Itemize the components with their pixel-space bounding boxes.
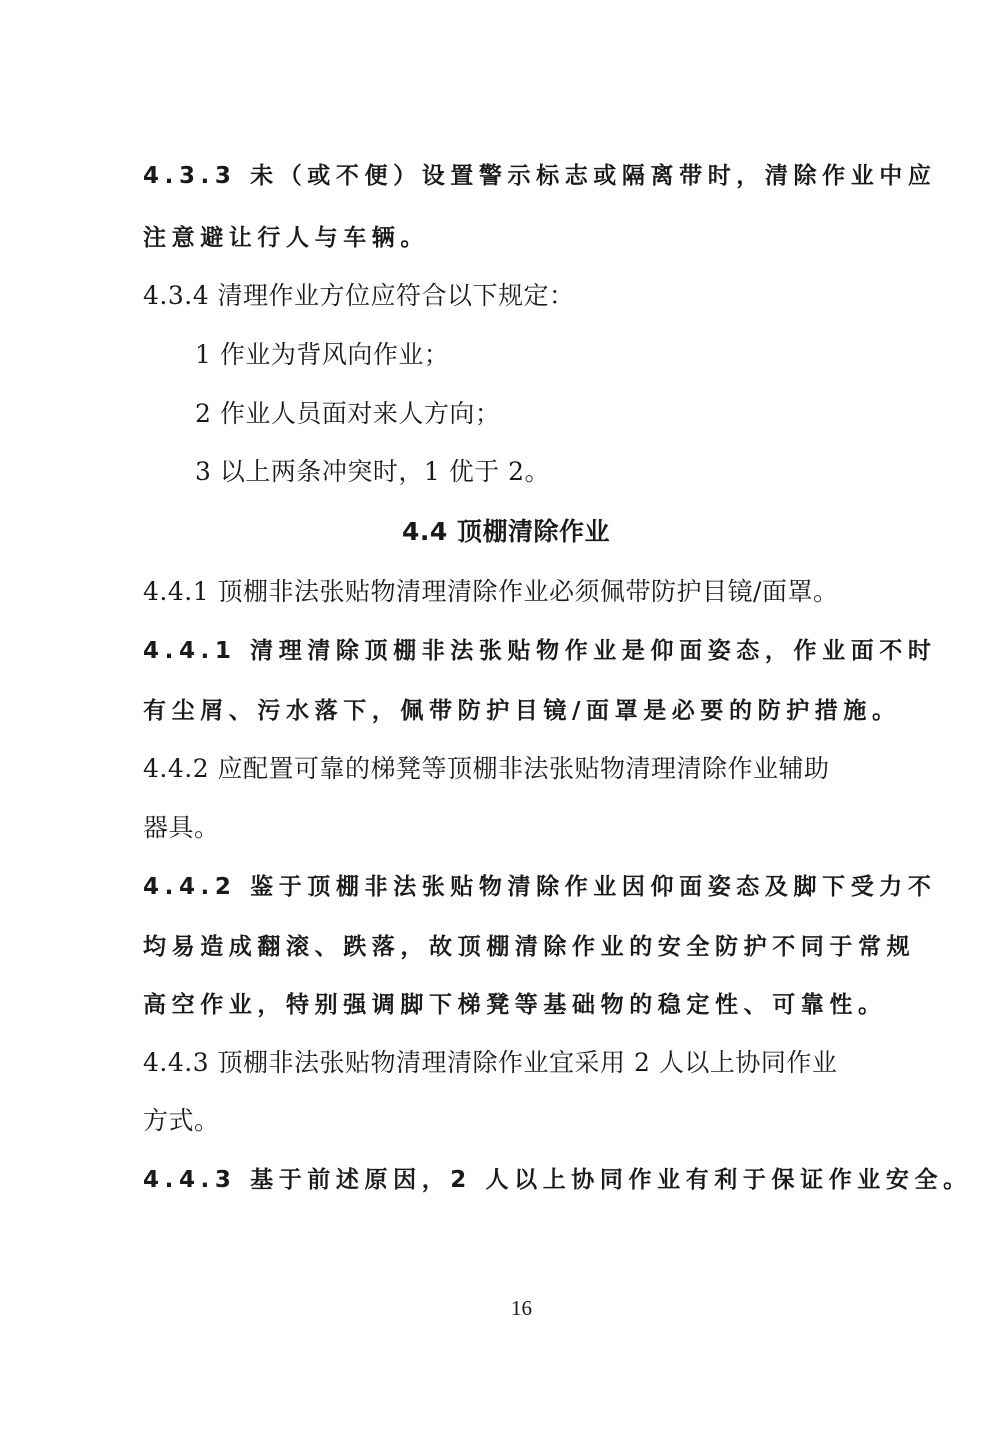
note-4-4-3: 4.4.3 基于前述原因，2 人以上协同作业有利于保证作业安全。: [143, 1167, 972, 1193]
note-4-3-3-line-2: 注意避让行人与车辆。: [143, 225, 429, 251]
note-4-4-2-line-3: 高空作业，特别强调脚下梯凳等基础物的稳定性、可靠性。: [143, 992, 887, 1018]
clause-4-3-4-item-1: 1 作业为背风向作业；: [195, 340, 450, 369]
clause-4-3-4-item-3: 3 以上两条冲突时，1 优于 2。: [195, 457, 551, 486]
page-number: 16: [511, 1296, 532, 1320]
clause-4-4-3-line-2: 方式。: [143, 1106, 220, 1135]
clause-4-4-2-line-1: 4.4.2 应配置可靠的梯凳等顶棚非法张贴物清理清除作业辅助: [143, 754, 830, 783]
clause-4-3-4: 4.3.4 清理作业方位应符合以下规定：: [143, 281, 575, 310]
note-4-4-1-line-1: 4.4.1 清理清除顶棚非法张贴物作业是仰面姿态，作业面不时: [143, 638, 937, 664]
note-4-4-2-line-1: 4.4.2 鉴于顶棚非法张贴物清除作业因仰面姿态及脚下受力不: [143, 874, 937, 900]
clause-4-4-2-line-2: 器具。: [143, 813, 220, 842]
section-heading-4-4: 4.4 顶棚清除作业: [402, 517, 610, 546]
clause-4-3-4-item-2: 2 作业人员面对来人方向；: [195, 399, 501, 428]
clause-4-4-3-line-1: 4.4.3 顶棚非法张贴物清理清除作业宜采用 2 人以上协同作业: [143, 1048, 838, 1077]
clause-4-4-1: 4.4.1 顶棚非法张贴物清理清除作业必须佩带防护目镜/面罩。: [143, 577, 839, 606]
note-4-4-1-line-2: 有尘屑、污水落下，佩带防护目镜/面罩是必要的防护措施。: [143, 698, 901, 724]
note-4-3-3-line-1: 4.3.3 未（或不便）设置警示标志或隔离带时，清除作业中应: [143, 163, 937, 189]
note-4-4-2-line-2: 均易造成翻滚、跌落，故顶棚清除作业的安全防护不同于常规: [143, 934, 916, 960]
